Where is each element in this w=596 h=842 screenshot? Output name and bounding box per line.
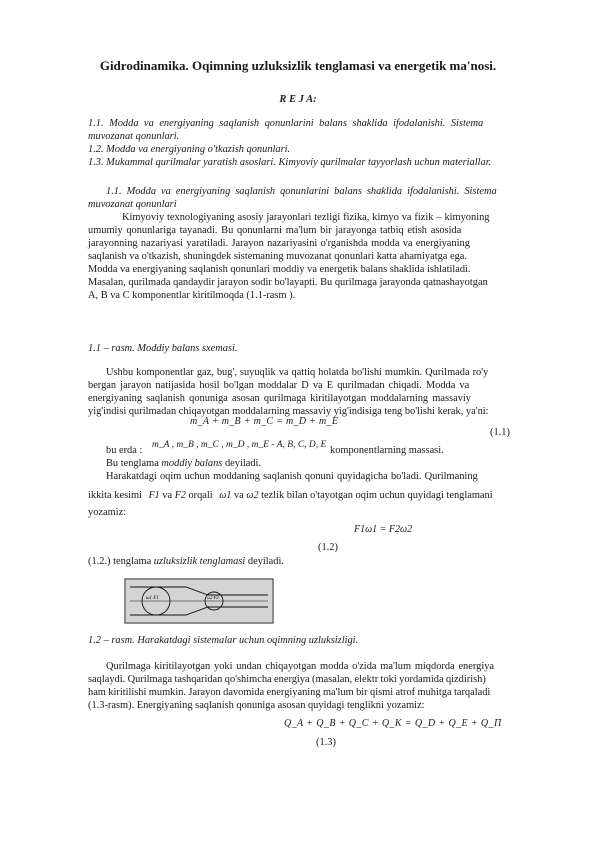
para4-line1: Qurilmaga kiritilayotgan yoki undan chiqayotgan modda o'zida ma'lum miqdorda energiya bbox=[106, 661, 495, 672]
f2-symbol: F2 bbox=[174, 490, 186, 501]
where-prefix: bu erda : bbox=[106, 445, 143, 456]
para3-line2-rest: tezlik bilan o'tayotgan oqim uchun quyidagi tenglamani bbox=[261, 490, 493, 501]
orqali-text: orqali bbox=[188, 490, 213, 501]
plan-item-3: 1.3. Mukammal qurilmalar yaratish asoslari. Kimyoviy qurilmalar tayyorlash uchun materiallar. bbox=[88, 157, 492, 168]
moddiy-balans-pre: Bu tenglama bbox=[106, 458, 159, 469]
continuity-term: uzluksizlik tenglamasi bbox=[153, 556, 246, 567]
reja-heading: R E J A: bbox=[279, 94, 317, 105]
omega1-symbol: ω1 bbox=[219, 490, 232, 501]
para3-line1: Harakatdagi oqim uchun moddaning saqlanish qonuni quyidagicha bo'ladi. Qurilmaning bbox=[106, 471, 478, 482]
moddiy-balans-term: moddiy balans bbox=[161, 458, 223, 469]
moddiy-balans-line bbox=[106, 458, 261, 469]
section-heading-cont: muvozanat qonunlari bbox=[88, 199, 177, 210]
where-variables: m_A , m_B , m_C , m_D , m_E - A, B, C, D, E bbox=[152, 440, 327, 450]
para4-line3: ham kiritilishi mumkin. Jarayon davomida energiyaning ma'lum bir qismi atrof muhitga tarqaladi bbox=[88, 687, 491, 698]
para3-line3: yozamiz: bbox=[88, 507, 127, 518]
para1-line1: Kimyoviy texnologiyaning asosiy jarayonlari tezligi fizika, kimyo va fizik – kimyoning bbox=[122, 212, 490, 223]
label-omega1-f1: ω1 F1 bbox=[146, 596, 159, 601]
label-omega2-f2: ω2 F2 bbox=[207, 595, 219, 600]
f1-symbol: F1 bbox=[148, 490, 160, 501]
fig2-caption: 1.2 – rasm. Harakatdagi sistemalar uchun oqimning uzluksizligi. bbox=[88, 635, 359, 646]
omega2-symbol: ω2 bbox=[246, 490, 259, 501]
para3-line2-a: ikkita kesimi bbox=[88, 490, 142, 501]
page-title: Gidrodinamika. Oqimning uzluksizlik tenglamasi va energetik ma'nosi. bbox=[99, 58, 497, 73]
continuity-line bbox=[88, 556, 284, 567]
para2-line2: bergan jarayon natijasida hosil bo'lgan moddalar D va E qurilmadan chiqadi. Modda va bbox=[88, 380, 470, 391]
va-2: va bbox=[233, 490, 244, 501]
para2-line4: yig'indisi qurilmadan chiqayotgan moddalarning massaviy yig'indisiga teng bo'lishi kerak, ya'ni: bbox=[88, 406, 489, 417]
para1-line5: Modda va energiyaning saqlanish qonunlari moddiy va energetik balans shaklida ishlatiladi. bbox=[88, 264, 471, 275]
para3-line2 bbox=[88, 490, 493, 501]
plan-item-1-cont: muvozanat qonunlari. bbox=[88, 131, 180, 142]
flow-continuity-diagram bbox=[124, 578, 274, 624]
equation-1-1-number: (1.1) bbox=[490, 427, 510, 438]
continuity-post: deyiladi. bbox=[247, 556, 284, 567]
va-1: va bbox=[162, 490, 173, 501]
para1-line4: saqlanish va o'tkazish, shuningdek sistemaning muvozanat qonunlari katta ahamiyatga ega. bbox=[88, 251, 468, 262]
para4-line2: saqlaydi. Qurilmaga tashqaridan qo'shimcha energiya (masalan, elektr toki yordamida qizdirish) bbox=[88, 674, 486, 685]
plan-item-2: 1.2. Modda va energiyaning o'tkazish qonunlari. bbox=[88, 144, 291, 155]
para1-line7: A, B va C komponentlar kiritilmoqda (1.1-rasm ). bbox=[88, 290, 296, 301]
moddiy-balans-post: deyiladi. bbox=[224, 458, 262, 469]
section-heading: 1.1. Modda va energiyaning saqlanish qonunlarini balans shaklida ifodalanishi. Sistema bbox=[106, 186, 497, 197]
plan-item-1: 1.1. Modda va energiyaning saqlanish qonunlarini balans shaklida ifodalanishi. Sistema bbox=[88, 118, 484, 129]
para2-line1: Ushbu komponentlar gaz, bug', suyuqlik va qattiq holatda bo'lishi mumkin. Qurilmada ro'y bbox=[106, 367, 489, 378]
para4-line4: (1.3-rasm). Energiyaning saqlanish qonuniga asosan quyidagi tenglikni yozamiz: bbox=[88, 700, 425, 711]
para2-line3: energiyaning saqlanish qonuniga asosan qurilmaga kiritilayotgan moddalarning massaviy bbox=[88, 393, 471, 404]
continuity-pre: (1.2.) tenglama bbox=[88, 556, 152, 567]
equation-1-2: F1ω1 = F2ω2 bbox=[354, 524, 413, 535]
para1-line3: jarayonning nazariyasi yaratiladi. Jarayon nazariyasini o'rganishda modda va energiyaning bbox=[88, 238, 470, 249]
equation-1-1: m_A + m_B + m_C = m_D + m_E bbox=[190, 416, 339, 427]
equation-1-3: Q_A + Q_B + Q_C + Q_K = Q_D + Q_E + Q_П bbox=[284, 718, 502, 729]
where-suffix: komponentlarning massasi. bbox=[330, 445, 444, 456]
equation-1-2-number: (1.2) bbox=[318, 542, 338, 553]
equation-1-3-number: (1.3) bbox=[316, 737, 336, 748]
fig1-caption: 1.1 – rasm. Moddiy balans sxemasi. bbox=[88, 343, 238, 354]
para1-line6: Masalan, qurilmada qandaydir jarayon sodir bo'layapti. Bu qurilmaga jarayonda qatnashayotgan bbox=[88, 277, 488, 288]
para1-line2: umumiy qonunlariga tayanadi. Bu qonunlarni ma'lum bir jarayonga tatbiq etish asosida bbox=[88, 225, 462, 236]
